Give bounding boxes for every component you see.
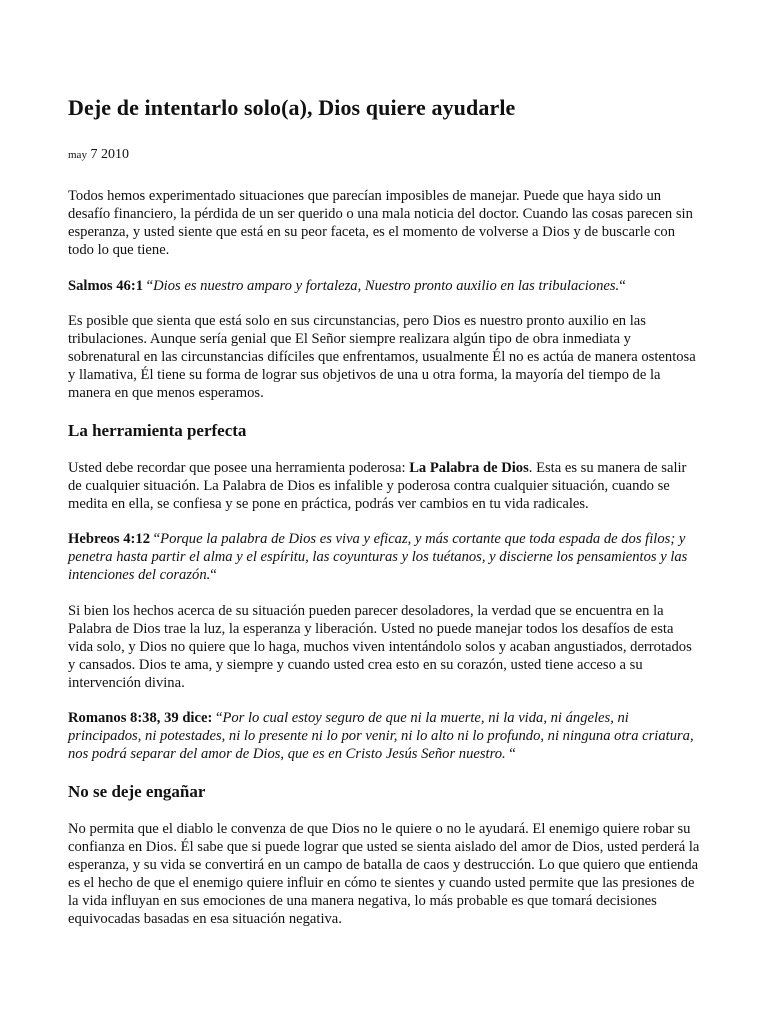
quote-open: “: [212, 710, 223, 726]
quote-close: “: [505, 746, 516, 762]
section-heading-herramienta: La herramienta perfecta: [68, 420, 247, 440]
paragraph-circumstances: Es posible que sienta que está solo en sus circunstancias, pero Dios es nuestro pronto auxilio en las tribulaciones. Aunque sería genial que El Señor siempre realizara algún tipo de obra inmediata y sobrenatural en las circunstancias difíciles que enfrentamos, usualmente Él no es actúa de manera ostentosa y llamativa, Él tiene su forma de lograr sus objetivos de una u otra forma, la mayoría del tiempo de la manera en que menos esperamos.: [68, 313, 696, 401]
paragraph-text: Usted debe recordar que posee una herramienta poderosa:: [68, 459, 410, 476]
verse-reference: Hebreos 4:12: [68, 531, 151, 547]
paragraph-intro: Todos hemos experimentado situaciones que parecían imposibles de manejar. Puede que haya sido un desafío financiero, la pérdida de un ser querido o una mala noticia del doctor. Cuando las cosas parecen sin esperanza, y usted siente que está en su peor faceta, es el momento de volverse a Dios y de buscarle con todo lo que tiene.: [68, 188, 693, 258]
verse-text: Dios es nuestro amparo y fortaleza, Nuestro pronto auxilio en las tribulaciones.: [153, 277, 620, 294]
post-date: [68, 146, 700, 164]
section-heading-enganar: No se deje engañar: [68, 781, 206, 801]
quote-close: “: [210, 567, 217, 583]
paragraph-text: . Esta es su manera de salir de cualquier situación. La Palabra de Dios es infalible y poderosa contra cualquier situación, cuando se medita en ella, se confiesa y se pone en práctica, podrás ver cambios en tu vida radicales.: [68, 459, 687, 512]
quote-open: “: [150, 531, 161, 547]
post-date-day-year: 7 2010: [90, 147, 129, 162]
quote-close: “: [619, 277, 626, 294]
paragraph-herramienta: [68, 459, 700, 513]
post-date-month: may: [68, 149, 87, 161]
verse-romanos: [68, 709, 700, 763]
verse-salmos: [68, 277, 700, 295]
paragraph-hechos: Si bien los hechos acerca de su situación pueden parecer desoladores, la verdad que se encuentra en la Palabra de Dios trae la luz, la esperanza y liberación. Usted no puede manejar todos los desafíos de esta vida solo, y Dios no quiere que lo haga, muchos viven intentándolo solos y acaban angustiados, derrotados y cansados. Dios te ama, y siempre y cuando usted crea esto en su corazón, usted tiene acceso a su intervención divina.: [68, 602, 692, 691]
article-title: Deje de intentarlo solo(a), Dios quiere ayudarle: [68, 95, 516, 120]
verse-reference: Salmos 46:1: [68, 277, 143, 294]
verse-hebreos: [68, 530, 700, 584]
paragraph-enemigo: No permita que el diablo le convenza de que Dios no le quiere o no le ayudará. El enemigo quiere robar su confianza en Dios. Él sabe que si puede lograr que usted se sienta aislado del amor de Dios, usted perderá la esperanza, y su vida se convertirá en un campo de batalla de caos y destrucción. Lo que quiero que entienda es el hecho de que el enemigo quiere influir en cómo te sientes y cuando usted permite que las presiones de la vida influyan en sus emociones de una manera negativa, lo más probable es que tomará decisiones equivocadas basadas en esa situación negativa.: [68, 820, 700, 927]
quote-open: “: [143, 277, 154, 294]
verse-text: Porque la palabra de Dios es viva y eficaz, y más cortante que toda espada de dos filos; y penetra hasta partir el alma y el espíritu, las coyunturas y los tuétanos, y discierne los pensamientos y las intenciones del corazón.: [68, 531, 688, 583]
verse-reference: Romanos 8:38, 39 dice:: [68, 710, 213, 726]
bold-text: La Palabra de Dios: [409, 459, 529, 476]
verse-text: Por lo cual estoy seguro de que ni la muerte, ni la vida, ni ángeles, ni principados, ni potestades, ni lo presente ni lo por venir, ni lo alto ni lo profundo, ni ninguna otra criatura, nos podrá separar del amor de Dios, que es en Cristo Jesús Señor nuestro.: [68, 710, 694, 762]
